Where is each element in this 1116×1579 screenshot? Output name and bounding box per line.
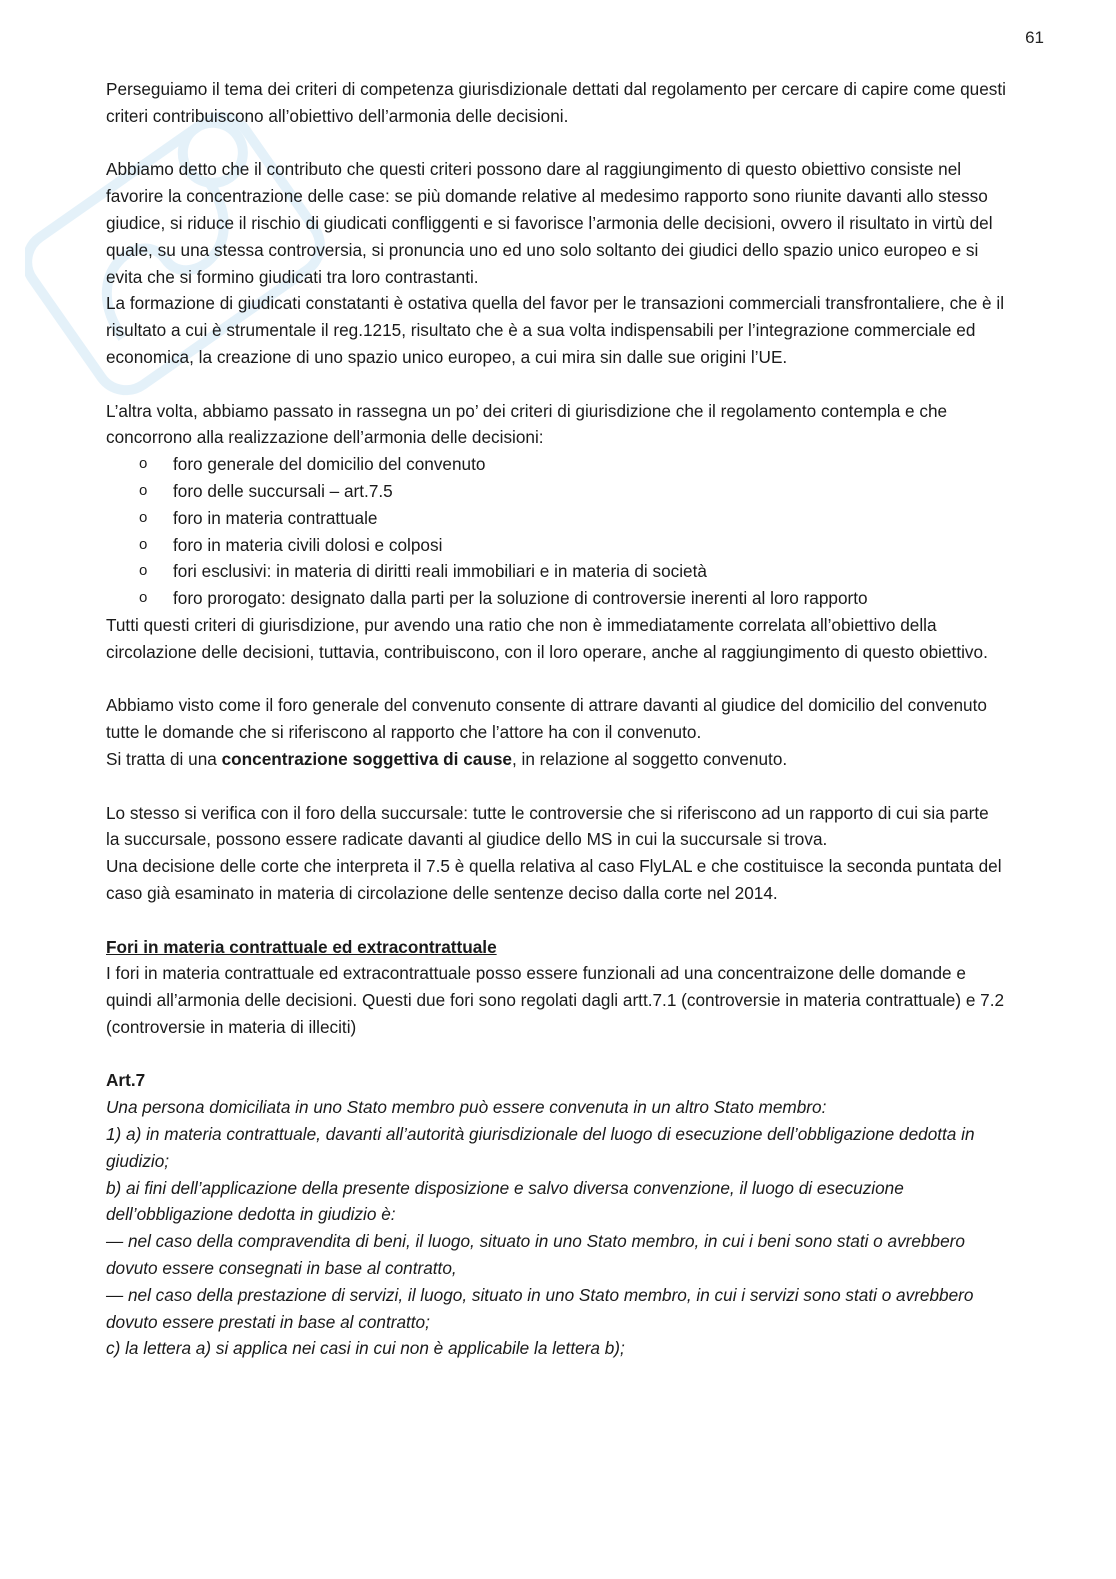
list-item-text: foro delle succursali – art.7.5: [173, 480, 393, 501]
paragraph: I fori in materia contrattuale ed extracontrattuale posso essere funzionali ad una concentraizone delle domande e quindi all’armonia delle decisioni. Questi due fori sono regolati dagli artt.7.1 (controversie in materia contrattuale) e 7.2 (controversie in materia di illeciti): [106, 963, 1005, 1037]
section-heading: Fori in materia contrattuale ed extracontrattuale: [106, 936, 497, 957]
bullet-marker: o: [139, 481, 148, 499]
list-item-text: foro in materia contrattuale: [173, 507, 378, 528]
article-text: — nel caso della compravendita di beni, il luogo, situato in uno Stato membro, in cui i beni sono stati o avrebbero dovuto essere consegnati in base al contratto,: [106, 1231, 965, 1279]
paragraph: La formazione di giudicati constatanti è ostativa quella del favor per le transazioni commerciali transfrontaliere, che è il risultato a cui è strumentale il reg.1215, risultato che è a sua volta indispensabili per l’integrazione commerciale ed economica, la creazione di uno spazio unico europeo, a cui mira sin dalle sue origini l’UE.: [106, 293, 1005, 367]
paragraph: L’altra volta, abbiamo passato in rassegna un po’ dei criteri di giurisdizione che il regolamento contempla e che concorrono alla realizzazione dell’armonia delle decisioni:: [106, 400, 948, 448]
text-run: , in relazione al soggetto convenuto.: [511, 748, 788, 769]
list-item: [106, 478, 1006, 505]
paragraph: Abbiamo detto che il contributo che questi criteri possono dare al raggiungimento di questo obiettivo consiste nel favorire la concentrazione delle case: se più domande relative al medesimo rapporto sono riunite davanti allo stesso giudice, si riduce il rischio di giudicati confliggenti e si favorisce l’armonia delle decisioni, ovvero il risultato in virtù del quale, su una stessa controversia, si pronuncia uno ed uno solo soltanto dei giudici dello spazio unico europeo e si evita che si formino giudicati tra loro contrastanti.: [106, 159, 993, 287]
page-number: 61: [1025, 28, 1044, 47]
article-text: b) ai fini dell’applicazione della presente disposizione e salvo diversa convenzione, il luogo di esecuzione dell’obbligazione dedotta in giudizio è:: [106, 1177, 904, 1225]
article-text: — nel caso della prestazione di servizi, il luogo, situato in uno Stato membro, in cui i servizi sono stati o avrebbero dovuto essere prestati in base al contratto;: [106, 1284, 974, 1332]
list-item-text: foro prorogato: designato dalla parti per la soluzione di controversie inerenti al loro rapporto: [173, 588, 868, 609]
paragraph: Perseguiamo il tema dei criteri di competenza giurisdizionale dettati dal regolamento per cercare di capire come questi criteri contribuiscono all’obiettivo dell’armonia delle decisioni.: [106, 79, 1006, 126]
list-item: [106, 505, 1006, 532]
text-run: Si tratta di una: [106, 748, 222, 769]
bullet-marker: o: [139, 562, 148, 580]
list-item-text: foro in materia civili dolosi e colposi: [173, 534, 443, 555]
paragraph: [106, 746, 1006, 773]
bold-text: concentrazione soggettiva di cause: [221, 748, 512, 769]
list-item: [106, 451, 1006, 478]
bullet-marker: o: [139, 508, 148, 526]
paragraph: Abbiamo visto come il foro generale del convenuto consente di attrare davanti al giudice del domicilio del convenuto tutte le domande che si riferiscono al rapporto che l’attore ha con il convenuto.: [106, 695, 987, 743]
list-item-text: fori esclusivi: in materia di diritti reali immobiliari e in materia di società: [173, 561, 707, 582]
list-item: [106, 585, 1006, 612]
document-body: [106, 76, 1006, 1362]
bullet-marker: o: [139, 589, 148, 607]
bullet-marker: o: [139, 535, 148, 553]
paragraph: Una decisione delle corte che interpreta il 7.5 è quella relativa al caso FlyLAL e che costituisce la seconda puntata del caso già esaminato in materia di circolazione delle sentenze deciso dalla corte nel 2014.: [106, 856, 1002, 903]
criteria-list: [106, 451, 1006, 612]
article-text: Una persona domiciliata in uno Stato membro può essere convenuta in un altro Stato membro:: [106, 1097, 827, 1118]
bullet-marker: o: [139, 455, 148, 473]
article-text: 1) a) in materia contrattuale, davanti all’autorità giurisdizionale del luogo di esecuzione dell’obbligazione dedotta in giudizio;: [106, 1124, 975, 1171]
list-item: [106, 532, 1006, 559]
list-item-text: foro generale del domicilio del convenuto: [173, 454, 486, 475]
paragraph: Tutti questi criteri di giurisdizione, pur avendo una ratio che non è immediatamente correlata all’obiettivo della circolazione delle decisioni, tuttavia, contribuiscono, con il loro operare, anche al raggiungimento di questo obiettivo.: [106, 614, 988, 662]
paragraph: Lo stesso si verifica con il foro della succursale: tutte le controversie che si riferiscono ad un rapporto di cui sia parte la succursale, possono essere radicate davanti al giudice dello MS in cui la succursale si trova.: [106, 802, 989, 850]
list-item: [106, 558, 1006, 585]
article-text: c) la lettera a) si applica nei casi in cui non è applicabile la lettera b);: [106, 1338, 625, 1359]
article-heading: Art.7: [106, 1070, 146, 1091]
